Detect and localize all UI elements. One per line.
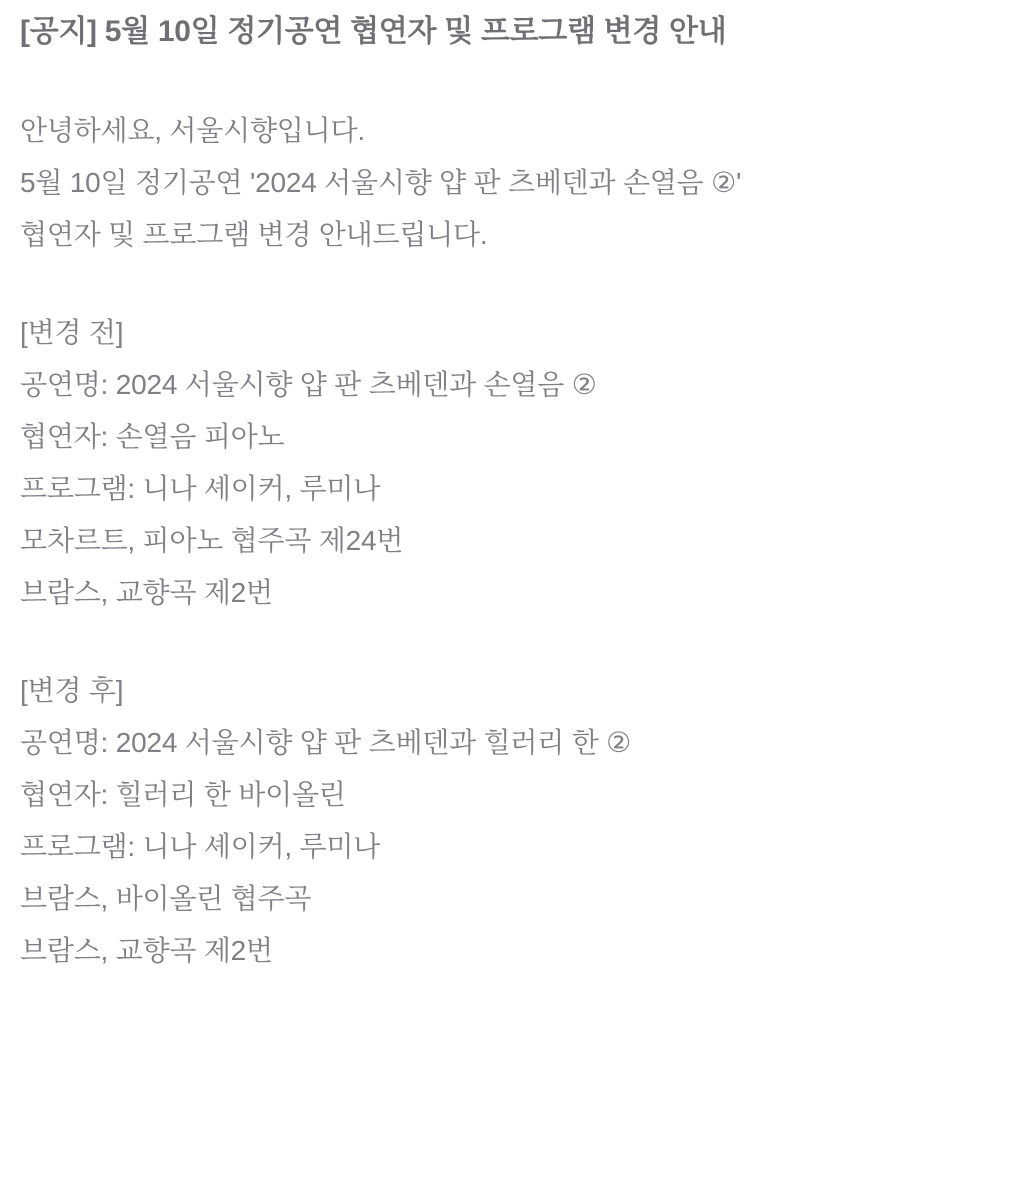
- before-change-line: 브람스, 교향곡 제2번: [20, 576, 273, 608]
- section-spacer: [20, 619, 1004, 665]
- before-change-line: 프로그램: 니나 셰이커, 루미나: [20, 472, 381, 504]
- after-change-line: 브람스, 바이올린 협주곡: [20, 882, 312, 914]
- greeting-block: [20, 105, 1004, 261]
- before-change-line: 모차르트, 피아노 협주곡 제24번: [20, 524, 404, 556]
- before-change-line: 공연명: 2024 서울시향 얍 판 츠베덴과 손열음 ②: [20, 368, 597, 400]
- section-spacer: [20, 261, 1004, 307]
- greeting-line: 5월 10일 정기공연 '2024 서울시향 얍 판 츠베덴과 손열음 ②': [20, 166, 742, 198]
- page-title: [공지] 5월 10일 정기공연 협연자 및 프로그램 변경 안내: [20, 15, 727, 48]
- after-change-label: [변경 후]: [20, 674, 124, 706]
- after-change-line: 협연자: 힐러리 한 바이올린: [20, 778, 346, 810]
- after-change-line: 프로그램: 니나 셰이커, 루미나: [20, 830, 381, 862]
- after-change-line: 브람스, 교향곡 제2번: [20, 934, 273, 966]
- greeting-line: 협연자 및 프로그램 변경 안내드립니다.: [20, 218, 488, 250]
- before-change-line: 협연자: 손열음 피아노: [20, 420, 285, 452]
- greeting-line: 안녕하세요, 서울시향입니다.: [20, 114, 365, 146]
- after-change-block: [20, 665, 1004, 977]
- title-spacer: [20, 53, 1004, 105]
- before-change-block: [20, 307, 1004, 619]
- before-change-label: [변경 전]: [20, 316, 124, 348]
- after-change-line: 공연명: 2024 서울시향 얍 판 츠베덴과 힐러리 한 ②: [20, 726, 632, 758]
